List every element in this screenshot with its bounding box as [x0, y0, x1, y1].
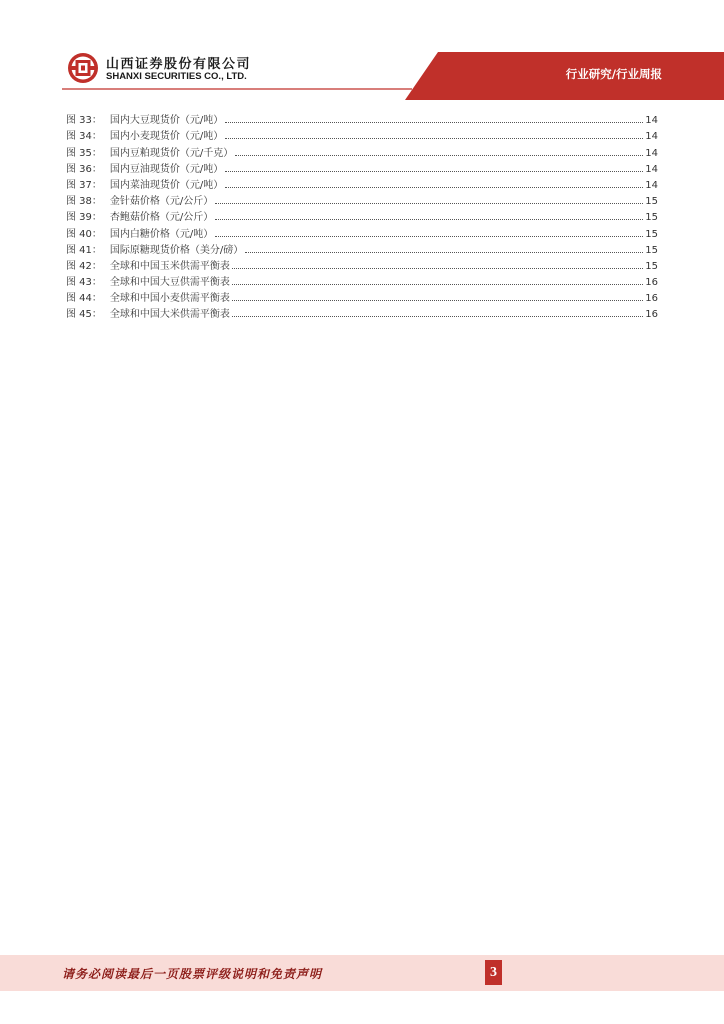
toc-page-number: 14 — [645, 131, 658, 143]
toc-figure-number: 图 41： — [66, 244, 102, 256]
company-name-cn: 山西证券股份有限公司 — [106, 57, 252, 72]
toc-page-number: 15 — [645, 228, 658, 240]
toc-figure-title: 国际原糖现货价格（美分/磅） — [109, 244, 244, 256]
toc-entry[interactable] — [66, 272, 658, 288]
toc-entry[interactable] — [66, 256, 658, 272]
toc-dot-leader — [232, 284, 643, 285]
toc-page-number: 14 — [645, 147, 658, 159]
toc-dot-leader — [225, 122, 643, 123]
toc-figure-number: 图 45： — [66, 309, 102, 321]
toc-figure-number: 图 39： — [66, 212, 102, 224]
toc-entry[interactable] — [66, 175, 658, 191]
toc-dot-leader — [232, 268, 643, 269]
shanxi-securities-logo-icon — [67, 52, 99, 84]
toc-figure-title: 国内小麦现货价（元/吨） — [109, 131, 224, 143]
toc-dot-leader — [232, 300, 643, 301]
toc-figure-number: 图 44： — [66, 293, 102, 305]
toc-entry[interactable] — [66, 126, 658, 142]
toc-figure-title: 金针菇价格（元/公斤） — [109, 196, 214, 208]
section-tag: 行业研究/行业周报 — [565, 67, 662, 81]
toc-page-number: 16 — [645, 293, 658, 305]
toc-figure-title: 国内白糖价格（元/吨） — [109, 228, 214, 240]
toc-figure-number: 图 43： — [66, 277, 102, 289]
page-footer — [0, 955, 724, 991]
toc-page-number: 15 — [645, 212, 658, 224]
toc-figure-title: 国内豆油现货价（元/吨） — [109, 163, 224, 175]
toc-figure-title: 全球和中国大豆供需平衡表 — [109, 277, 230, 289]
toc-page-number: 15 — [645, 196, 658, 208]
company-name-en: SHANXI SECURITIES CO., LTD. — [106, 71, 247, 82]
toc-dot-leader — [245, 252, 643, 253]
toc-dot-leader — [235, 155, 643, 156]
toc-entry[interactable] — [66, 223, 658, 239]
figure-list — [66, 110, 658, 320]
toc-dot-leader — [215, 219, 643, 220]
toc-page-number: 15 — [645, 244, 658, 256]
toc-entry[interactable] — [66, 288, 658, 304]
toc-figure-title: 杏鲍菇价格（元/公斤） — [109, 212, 214, 224]
toc-figure-number: 图 37： — [66, 179, 102, 191]
toc-entry[interactable] — [66, 142, 658, 158]
toc-entry[interactable] — [66, 207, 658, 223]
toc-figure-number: 图 38： — [66, 196, 102, 208]
page-header — [0, 0, 724, 100]
toc-figure-title: 国内豆粕现货价（元/千克） — [109, 147, 234, 159]
toc-dot-leader — [215, 203, 643, 204]
toc-figure-title: 全球和中国玉米供需平衡表 — [109, 260, 230, 272]
toc-figure-number: 图 33： — [66, 115, 102, 127]
toc-page-number: 14 — [645, 163, 658, 175]
toc-figure-title: 国内菜油现货价（元/吨） — [109, 179, 224, 191]
toc-page-number: 14 — [645, 115, 658, 127]
toc-page-number: 14 — [645, 179, 658, 191]
toc-figure-title: 全球和中国小麦供需平衡表 — [109, 293, 230, 305]
toc-entry[interactable] — [66, 240, 658, 256]
toc-entry[interactable] — [66, 159, 658, 175]
toc-dot-leader — [225, 171, 643, 172]
toc-dot-leader — [225, 187, 643, 188]
toc-figure-number: 图 42： — [66, 260, 102, 272]
toc-figure-number: 图 34： — [66, 131, 102, 143]
toc-dot-leader — [232, 316, 643, 317]
toc-entry[interactable] — [66, 191, 658, 207]
toc-page-number: 16 — [645, 277, 658, 289]
toc-figure-title: 国内大豆现货价（元/吨） — [109, 115, 224, 127]
toc-figure-number: 图 36： — [66, 163, 102, 175]
toc-page-number: 16 — [645, 309, 658, 321]
toc-dot-leader — [225, 138, 643, 139]
page-number: 3 — [485, 960, 502, 985]
toc-entry[interactable] — [66, 110, 658, 126]
toc-figure-number: 图 35： — [66, 147, 102, 159]
toc-figure-number: 图 40： — [66, 228, 102, 240]
toc-figure-title: 全球和中国大米供需平衡表 — [109, 309, 230, 321]
toc-page-number: 15 — [645, 260, 658, 272]
disclaimer-text: 请务必阅读最后一页股票评级说明和免责声明 — [62, 967, 323, 981]
header-band — [0, 0, 724, 100]
toc-entry[interactable] — [66, 304, 658, 320]
toc-dot-leader — [215, 236, 643, 237]
